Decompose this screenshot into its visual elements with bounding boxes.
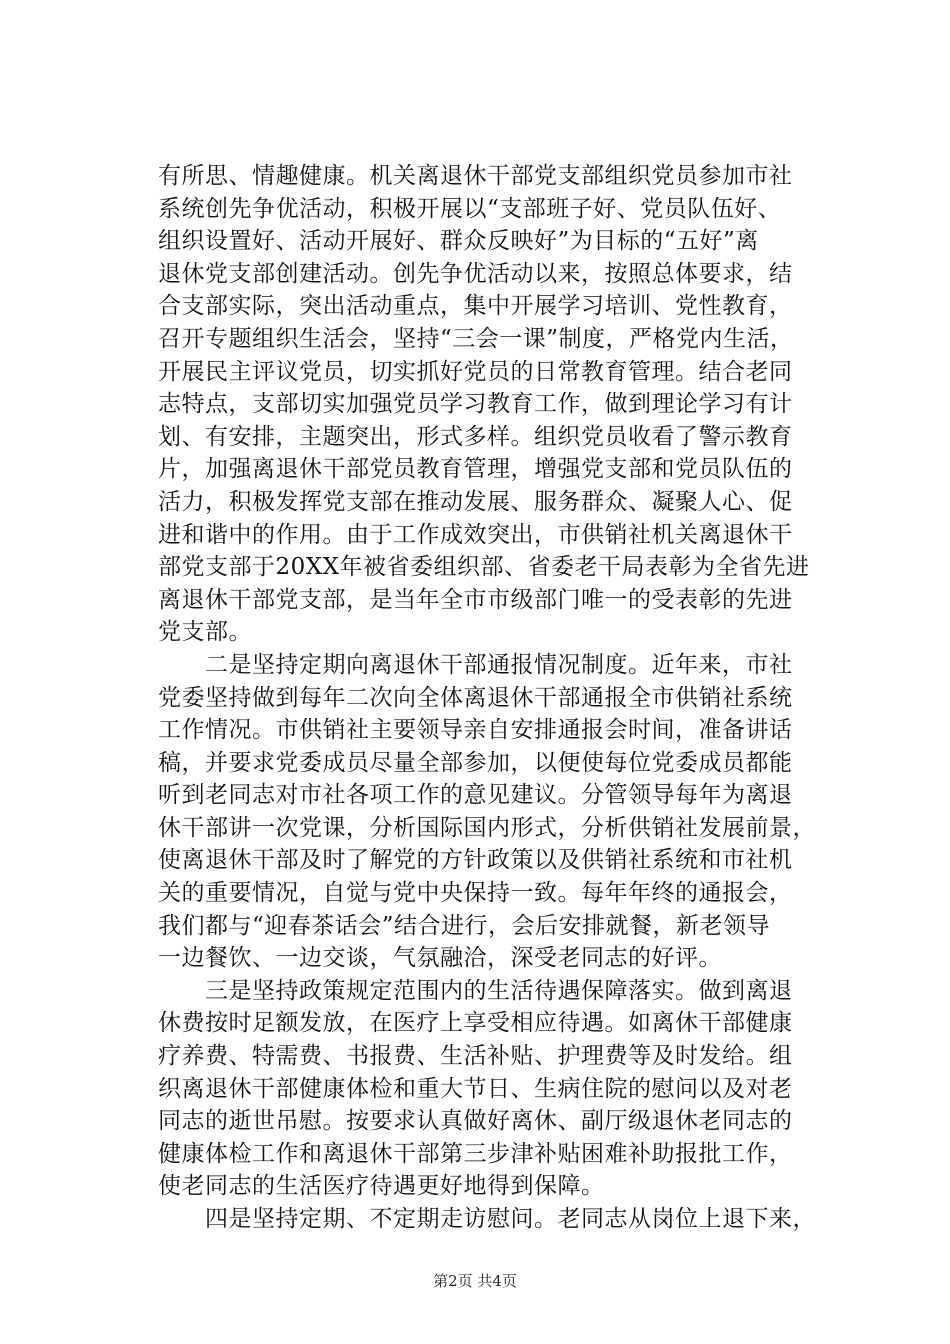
text-line: 召开专题组织生活会，坚持“三会一课”制度，严格党内生活， [158,325,794,352]
text-line: 二是坚持定期向离退休干部通报情况制度。近年来，市社 [158,651,793,678]
text-line: 一边餐饮、一边交谈，气氛融洽，深受老同志的好评。 [158,945,722,972]
text-line: 系统创先争优活动，积极开展以“支部班子好、党员队伍好、 [158,195,782,222]
text-line: 同志的逝世吊慰。按要求认真做好离休、副厅级退休老同志的 [158,1108,793,1135]
text-line: 退休党支部创建活动。创先争优活动以来，按照总体要求，结 [158,260,793,287]
text-line: 我们都与“迎春茶话会”结合进行，会后安排就餐，新老领导 [158,912,771,939]
text-line: 织离退休干部健康体检和重大节日、生病住院的慰问以及对老 [158,1075,793,1102]
text-line: 工作情况。市供销社主要领导亲自安排通报会时间，准备讲话 [158,717,793,744]
page-footer: 第2页 共4页 [433,1272,517,1290]
text-line: 党委坚持做到每年二次向全体离退休干部通报全市供销社系统 [158,684,793,711]
text-line: 使老同志的生活医疗待遇更好地得到保障。 [158,1173,605,1200]
text-line: 疗养费、特需费、书报费、生活补贴、护理费等及时发给。组 [158,1043,793,1070]
text-line: 党支部。 [158,619,252,646]
text-line: 活力，积极发挥党支部在推动发展、服务群众、凝聚人心、促 [158,488,793,515]
text-line: 稿，并要求党委成员尽量全部参加，以便使每位党委成员都能 [158,749,793,776]
text-line: 划、有安排，主题突出，形式多样。组织党员收看了警示教育 [158,423,793,450]
text-line: 部党支部于20XX年被省委组织部、省委老干局表彰为全省先进 [158,554,810,581]
text-line: 片，加强离退休干部党员教育管理，增强党支部和党员队伍的 [158,456,793,483]
text-line: 休费按时足额发放，在医疗上享受相应待遇。如离休干部健康 [158,1010,793,1037]
text-line: 关的重要情况，自觉与党中央保持一致。每年年终的通报会， [158,880,793,907]
text-line: 休干部讲一次党课，分析国际国内形式，分析供销社发展前景， [158,814,816,841]
text-line: 四是坚持定期、不定期走访慰问。老同志从岗位上退下来， [158,1206,816,1232]
text-line: 听到老同志对市社各项工作的意见建议。分管领导每年为离退 [158,782,793,809]
text-line: 有所思、情趣健康。机关离退休干部党支部组织党员参加市社 [158,163,793,189]
text-line: 志特点，支部切实加强党员学习教育工作，做到理论学习有计 [158,391,793,418]
text-line: 三是坚持政策规定范围内的生活待遇保障落实。做到离退 [158,977,793,1004]
text-line: 健康体检工作和离退休干部第三步津补贴困难补助报批工作， [158,1140,793,1167]
text-line: 合支部实际，突出活动重点，集中开展学习培训、党性教育， [158,293,793,320]
text-line: 离退休干部党支部，是当年全市市级部门唯一的受表彰的先进 [158,586,793,613]
text-line: 使离退休干部及时了解党的方针政策以及供销社系统和市社机 [158,847,793,874]
text-line: 进和谐中的作用。由于工作成效突出，市供销社机关离退休干 [158,521,793,548]
text-line: 开展民主评议党员，切实抓好党员的日常教育管理。结合老同 [158,358,793,385]
body-text [158,160,838,1236]
text-line: 组织设置好、活动开展好、群众反映好”为目标的“五好”离 [158,228,759,255]
